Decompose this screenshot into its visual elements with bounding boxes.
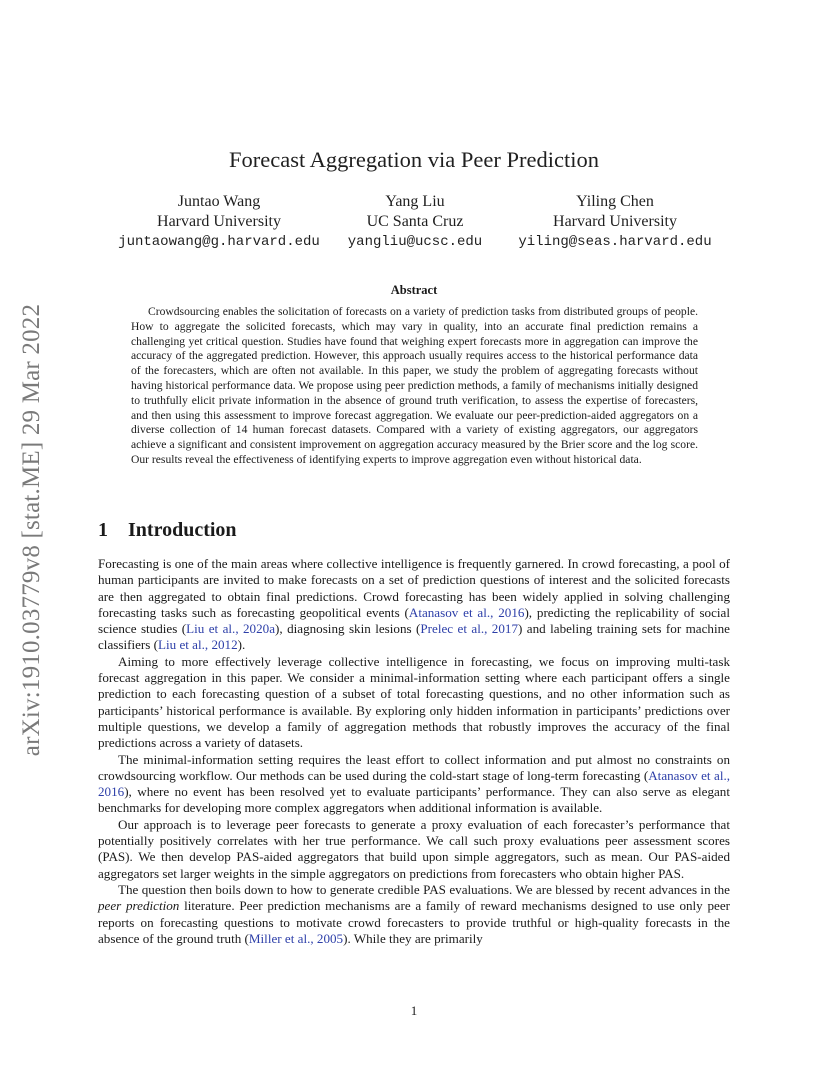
text-run: The question then boils down to how to generate credible PAS evaluations. We are blessed by recent advances in the [118,881,730,897]
author-affiliation: UC Santa Cruz [366,213,464,230]
author-block [500,192,730,252]
text-run: The minimal-information setting requires the least effort to collect information and put almost no constraints on crowdsourcing workflow. Our methods can be used during the cold-start stage of long-term forecasting ( [98,751,730,783]
author-email[interactable]: yangliu@ucsc.edu [347,234,483,250]
author-name: Yang Liu [385,193,445,210]
abstract-heading: Abstract [390,283,438,297]
section-number: 1 [98,519,108,541]
arxiv-side-stamp [2,280,62,780]
text-run: Forecasting is one of the main areas where collective intelligence is frequently garnered. In crowd forecasting, a pool of human participants are invited to make forecasts on a set of prediction questions of interest and the solicited forecasts are then aggregated to obtain final predictions. Crowd forecasting has been widely applied in solving challenging forecasting tasks such as forecasting geopolitical events ( [98,556,730,620]
paper-title: Forecast Aggregation via Peer Prediction [229,147,599,172]
citation-link[interactable]: Liu et al., 2012 [158,637,238,653]
author-block [300,192,530,252]
citation-link[interactable]: Atanasov et al., 2016 [408,604,525,620]
paragraph [98,882,730,947]
paragraph: Aiming to more effectively leverage collective intelligence in forecasting, we focus on improving multi-task forecast aggregation in this paper. We consider a minimal-information setting where each participant offers a single prediction to each forecasting question of a subset of total forecasting questions, and no other information such as participants’ historical performance is available. By exploring only hidden information in participants’ predictions over multiple questions, we develop a family of aggregation methods that robustly improves the accuracy of the final predictions across a variety of datasets. [98,653,730,751]
author-affiliation: Harvard University [553,213,677,230]
body-text [98,556,730,947]
section-heading [98,519,237,542]
paragraph [98,752,730,817]
citation-link[interactable]: Prelec et al., 2017 [420,621,518,637]
author-affiliation: Harvard University [157,213,281,230]
text-run: ), predicting the replicability of social science studies ( [98,604,731,637]
paragraph: Our approach is to leverage peer forecasts to generate a proxy evaluation of each forecaster’s performance that potentially positively correlates with her true performance. We call such proxy evaluations peer assessment scores (PAS). We then develop PAS-aided aggregators that build upon simple aggregators, such as mean. Our PAS-aided aggregators set larger weights in the simple aggregators on predictions from forecasters who obtain higher PAS. [98,816,730,881]
author-email[interactable]: yiling@seas.harvard.edu [518,234,712,250]
page-number: 1 [410,1003,418,1018]
citation-link[interactable]: Atanasov et al., 2016 [98,767,731,800]
author-email[interactable]: juntaowang@g.harvard.edu [118,234,320,250]
citation-link[interactable]: Miller et al., 2005 [248,930,344,946]
emphasis: peer prediction [98,898,180,914]
text-run: ), where no event has been resolved yet to evaluate participants’ performance. They can also serve as elegant benchmarks for developing more complex aggregators when additional information is available. [98,784,730,816]
text-run: ), diagnosing skin lesions ( [275,621,421,637]
citation-link[interactable]: Liu et al., 2020a [186,621,276,637]
arxiv-id: arXiv:1910.03779v8 [stat.ME] 29 Mar 2022 [18,303,45,757]
text-run: ) and labeling training sets for machine classifiers ( [98,621,730,653]
author-name: Juntao Wang [177,193,261,210]
paragraph [98,556,730,654]
text-run: ). While they are primarily [343,930,483,946]
abstract-text: Crowdsourcing enables the solicitation of forecasts on a variety of prediction tasks from distributed groups of people. How to aggregate the solicited forecasts, which may vary in quality, into an accurate final prediction remains a challenging yet critical question. Studies have found that weighing expert forecasts more in aggregation can improve the accuracy of the aggregated prediction. However, this approach usually requires access to the historical performance data of the forecasters, which are often not available. In this paper, we study the problem of aggregating forecasts without having historical performance data. We propose using peer prediction methods, a family of mechanisms initially designed to truthfully elicit private information in the absence of ground truth verification, to assess the expertise of forecasters, and then using this assessment to improve forecast aggregation. We evaluate our peer-prediction-aided aggregators on a diverse collection of 14 human forecast datasets. Compared with a variety of existing aggregators, our aggregators achieve a significant and consistent improvement on aggregation accuracy measured by the Brier score and the log score. Our results reveal the effectiveness of identifying experts to improve aggregation even without historical data. [131,305,698,466]
text-run: literature. Peer prediction mechanisms are a family of reward mechanisms designed to use only peer reports on forecasting questions to motivate crowd forecasters to provide truthful or high-quality forecasts in the absence of the ground truth ( [98,898,730,946]
author-name: Yiling Chen [576,193,654,210]
text-run: ). [237,637,246,653]
section-title: Introduction [128,519,237,541]
